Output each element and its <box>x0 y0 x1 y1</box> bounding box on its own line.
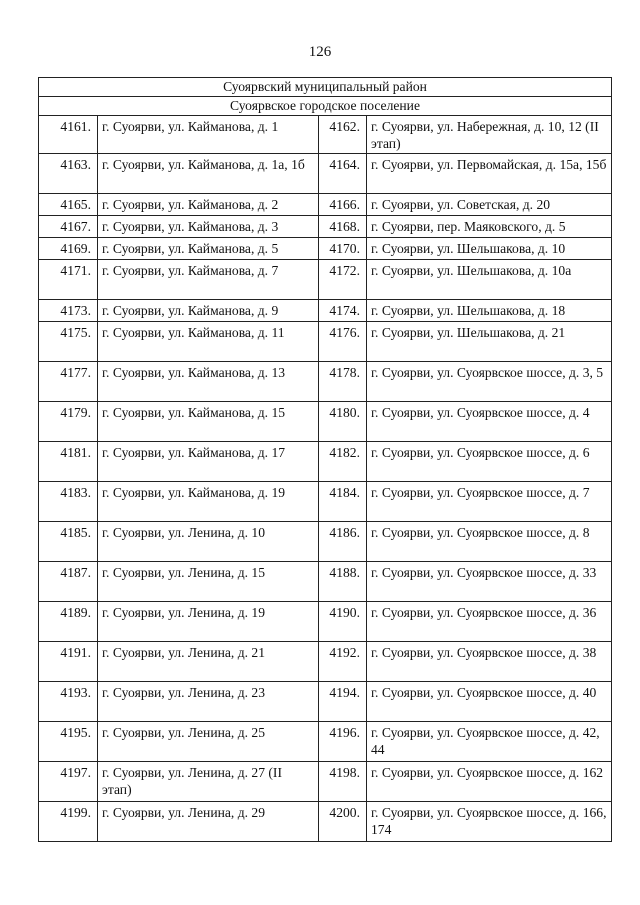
entry-address: г. Суоярви, ул. Кайманова, д. 3 <box>98 216 319 238</box>
entry-address: г. Суоярви, ул. Кайманова, д. 17 <box>98 442 319 482</box>
entry-number: 4177. <box>39 362 98 402</box>
entry-address: г. Суоярви, ул. Суоярвское шоссе, д. 36 <box>367 602 612 642</box>
district-header-row <box>39 78 612 97</box>
entry-address: г. Суоярви, ул. Ленина, д. 10 <box>98 522 319 562</box>
entry-number: 4170. <box>319 238 367 260</box>
entry-number: 4173. <box>39 300 98 322</box>
table-row <box>39 194 612 216</box>
entry-number: 4194. <box>319 682 367 722</box>
entry-address: г. Суоярви, ул. Суоярвское шоссе, д. 4 <box>367 402 612 442</box>
entry-number: 4169. <box>39 238 98 260</box>
entry-address: г. Суоярви, ул. Ленина, д. 19 <box>98 602 319 642</box>
entry-address: г. Суоярви, ул. Ленина, д. 21 <box>98 642 319 682</box>
entry-number: 4190. <box>319 602 367 642</box>
address-table <box>38 77 612 842</box>
entry-number: 4189. <box>39 602 98 642</box>
entry-number: 4186. <box>319 522 367 562</box>
entry-number: 4180. <box>319 402 367 442</box>
entry-number: 4191. <box>39 642 98 682</box>
settlement-title: Суоярвское городское поселение <box>39 97 612 116</box>
entry-number: 4174. <box>319 300 367 322</box>
entry-number: 4165. <box>39 194 98 216</box>
entry-number: 4185. <box>39 522 98 562</box>
entry-address: г. Суоярви, ул. Ленина, д. 27 (II этап) <box>98 762 319 802</box>
entry-number: 4163. <box>39 154 98 194</box>
table-row <box>39 762 612 802</box>
table-row <box>39 522 612 562</box>
table-row <box>39 722 612 762</box>
table-row <box>39 402 612 442</box>
entry-address: г. Суоярви, ул. Суоярвское шоссе, д. 162 <box>367 762 612 802</box>
entry-address: г. Суоярви, ул. Набережная, д. 10, 12 (II этап) <box>367 116 612 154</box>
entry-number: 4175. <box>39 322 98 362</box>
entry-number: 4197. <box>39 762 98 802</box>
entry-number: 4167. <box>39 216 98 238</box>
entry-address: г. Суоярви, ул. Суоярвское шоссе, д. 33 <box>367 562 612 602</box>
entry-address: г. Суоярви, ул. Кайманова, д. 7 <box>98 260 319 300</box>
entry-address: г. Суоярви, ул. Суоярвское шоссе, д. 7 <box>367 482 612 522</box>
entry-number: 4176. <box>319 322 367 362</box>
table-row <box>39 442 612 482</box>
entry-number: 4196. <box>319 722 367 762</box>
entry-address: г. Суоярви, ул. Кайманова, д. 15 <box>98 402 319 442</box>
entry-address: г. Суоярви, ул. Кайманова, д. 19 <box>98 482 319 522</box>
entry-address: г. Суоярви, ул. Шельшакова, д. 10 <box>367 238 612 260</box>
entry-address: г. Суоярви, ул. Суоярвское шоссе, д. 8 <box>367 522 612 562</box>
table-row <box>39 482 612 522</box>
entry-address: г. Суоярви, ул. Ленина, д. 29 <box>98 802 319 842</box>
entry-address: г. Суоярви, ул. Кайманова, д. 1а, 1б <box>98 154 319 194</box>
entry-number: 4200. <box>319 802 367 842</box>
entry-number: 4178. <box>319 362 367 402</box>
entry-number: 4162. <box>319 116 367 154</box>
entry-number: 4198. <box>319 762 367 802</box>
entry-address: г. Суоярви, ул. Суоярвское шоссе, д. 42, 44 <box>367 722 612 762</box>
table-row <box>39 802 612 842</box>
table-row <box>39 116 612 154</box>
entry-number: 4188. <box>319 562 367 602</box>
entry-address: г. Суоярви, ул. Шельшакова, д. 10а <box>367 260 612 300</box>
entry-number: 4181. <box>39 442 98 482</box>
entry-number: 4184. <box>319 482 367 522</box>
entry-address: г. Суоярви, ул. Суоярвское шоссе, д. 6 <box>367 442 612 482</box>
table-row <box>39 642 612 682</box>
entry-address: г. Суоярви, ул. Кайманова, д. 2 <box>98 194 319 216</box>
entry-number: 4168. <box>319 216 367 238</box>
table-row <box>39 300 612 322</box>
entry-number: 4161. <box>39 116 98 154</box>
table-row <box>39 238 612 260</box>
entry-address: г. Суоярви, ул. Ленина, д. 25 <box>98 722 319 762</box>
entry-address: г. Суоярви, ул. Суоярвское шоссе, д. 3, 5 <box>367 362 612 402</box>
entry-address: г. Суоярви, ул. Ленина, д. 23 <box>98 682 319 722</box>
entry-number: 4164. <box>319 154 367 194</box>
entry-address: г. Суоярви, ул. Суоярвское шоссе, д. 166, 174 <box>367 802 612 842</box>
entry-number: 4171. <box>39 260 98 300</box>
entry-number: 4179. <box>39 402 98 442</box>
entry-address: г. Суоярви, ул. Суоярвское шоссе, д. 40 <box>367 682 612 722</box>
entry-address: г. Суоярви, пер. Маяковского, д. 5 <box>367 216 612 238</box>
entry-number: 4192. <box>319 642 367 682</box>
entry-number: 4199. <box>39 802 98 842</box>
table-row <box>39 216 612 238</box>
page-number: 126 <box>308 44 332 60</box>
entry-address: г. Суоярви, ул. Кайманова, д. 13 <box>98 362 319 402</box>
settlement-header-row <box>39 97 612 116</box>
entry-number: 4193. <box>39 682 98 722</box>
entry-address: г. Суоярви, ул. Кайманова, д. 1 <box>98 116 319 154</box>
entry-address: г. Суоярви, ул. Суоярвское шоссе, д. 38 <box>367 642 612 682</box>
table-row <box>39 322 612 362</box>
entry-number: 4183. <box>39 482 98 522</box>
entry-number: 4187. <box>39 562 98 602</box>
table-row <box>39 260 612 300</box>
entry-address: г. Суоярви, ул. Первомайская, д. 15а, 15б <box>367 154 612 194</box>
table-row <box>39 362 612 402</box>
entry-address: г. Суоярви, ул. Кайманова, д. 11 <box>98 322 319 362</box>
entry-number: 4172. <box>319 260 367 300</box>
table-row <box>39 154 612 194</box>
entry-number: 4166. <box>319 194 367 216</box>
district-title: Суоярвский муниципальный район <box>39 78 612 97</box>
table-row <box>39 562 612 602</box>
entry-number: 4182. <box>319 442 367 482</box>
entry-address: г. Суоярви, ул. Шельшакова, д. 21 <box>367 322 612 362</box>
entry-address: г. Суоярви, ул. Ленина, д. 15 <box>98 562 319 602</box>
entry-address: г. Суоярви, ул. Шельшакова, д. 18 <box>367 300 612 322</box>
entry-address: г. Суоярви, ул. Советская, д. 20 <box>367 194 612 216</box>
table-row <box>39 682 612 722</box>
table-row <box>39 602 612 642</box>
entry-number: 4195. <box>39 722 98 762</box>
entry-address: г. Суоярви, ул. Кайманова, д. 9 <box>98 300 319 322</box>
entry-address: г. Суоярви, ул. Кайманова, д. 5 <box>98 238 319 260</box>
